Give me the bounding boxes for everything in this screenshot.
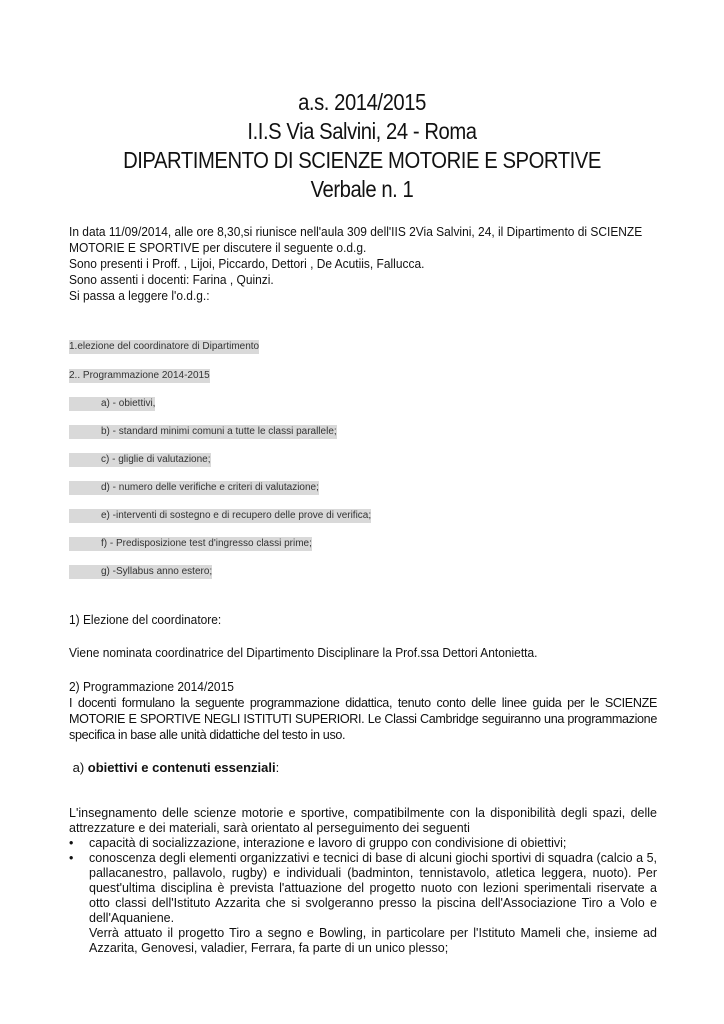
objectives-intro: L'insegnamento delle scienze motorie e sportive, compatibilmente con la disponibilità degli spazi, delle attrezzature e dei materiali, sarà orientato al perseguimento dei seguenti (69, 806, 657, 835)
objective-bullet-2 (69, 851, 657, 956)
section-1-heading (69, 612, 657, 628)
agenda-sub-b-text: b) - standard minimi comuni a tutte le classi parallele; (101, 426, 337, 437)
document-header (0, 88, 724, 204)
objective-bullet-1 (69, 836, 657, 851)
objectives-subheading (69, 760, 657, 776)
bullet-dot-icon: • (69, 851, 74, 865)
agenda-sub-g (69, 565, 212, 579)
agenda-sub-d-text: d) - numero delle verifiche e criteri di valutazione; (101, 482, 319, 493)
objective-bullet-2-continuation: Verrà attuato il progetto Tiro a segno e Bowling, in particolare per l'Istituto Mameli che, insieme ad Azzarita, Genovesi, valadier, Ferrara, fa parte di un unico plesso; (89, 926, 657, 955)
section-2-heading-text: 2) Programmazione 2014/2015 (69, 679, 234, 694)
section-2-heading (69, 679, 657, 695)
intro-line-2: MOTORIE E SPORTIVE per discutere il seguente o.d.g. (69, 240, 367, 255)
school-year: a.s. 2014/2015 (298, 89, 426, 115)
section-1-body: Viene nominata coordinatrice del Dipartimento Disciplinare la Prof.ssa Dettori Antonietta. (69, 645, 538, 660)
agenda-item-2 (69, 369, 210, 383)
bullet-dot-icon: • (69, 836, 74, 850)
agenda-sub-c-text: c) - gliglie di valutazione; (101, 454, 211, 465)
agenda-sub-e (69, 509, 371, 523)
agenda-item-2-text: 2.. Programmazione 2014-2015 (69, 370, 210, 381)
objective-bullet-2-text: conoscenza degli elementi organizzativi e tecnici di base di alcuni giochi sportivi di squadra (calcio a 5, pallacanestro, pallavolo, rugby) e individuali (badminton, tennistavolo, atletica leggera, nuoto). Per quest'ultima disciplina è prevista l'attuazione del progetto nuoto con lezioni sperimentali riservate a otto classi dell'Istituto Azzarita che si svolgeranno presso la piscina dell'Associazione Tiro a Volo e dell'Aquaniene. (89, 851, 657, 925)
agenda-sub-e-text: e) -interventi di sostegno e di recupero delle prove di verifica; (101, 510, 372, 521)
agenda-sub-f-text: f) - Predisposizione test d'ingresso classi prime; (101, 538, 312, 549)
agenda-item-1 (69, 340, 259, 354)
agenda-sub-a (69, 397, 155, 411)
section-1-heading-text: 1) Elezione del coordinatore: (69, 612, 222, 627)
agenda-intro: Si passa a leggere l'o.d.g.: (69, 288, 210, 303)
agenda-sub-c (69, 453, 211, 467)
absent-teachers: Sono assenti i docenti: Farina , Quinzi. (69, 272, 274, 287)
objectives-block (69, 806, 657, 956)
present-teachers: Sono presenti i Proff. , Lijoi, Piccardo, Dettori , De Acutiis, Fallucca. (69, 256, 425, 271)
sub-a-prefix: a) (69, 760, 88, 775)
sub-a-bold-title: obiettivi e contenuti essenziali (87, 760, 276, 775)
agenda-sub-d (69, 481, 319, 495)
agenda-item-1-text: 1.elezione del coordinatore di Dipartimento (69, 341, 260, 352)
intro-paragraph (69, 224, 657, 304)
minutes-number: Verbale n. 1 (310, 176, 414, 202)
agenda-sub-f (69, 537, 312, 551)
intro-line-1: In data 11/09/2014, alle ore 8,30,si riunisce nell'aula 309 dell'IIS 2Via Salvini, 24, il Dipartimento di SCIENZE (69, 224, 643, 239)
sub-a-suffix: : (275, 760, 280, 775)
section-2-body: I docenti formulano la seguente programmazione didattica, tenuto conto delle linee guida per le SCIENZE MOTORIE E SPORTIVE NEGLI ISTITUTI SUPERIORI. Le Classi Cambridge seguiranno una programmazione specifica in base alle unità didattiche del testo in uso. (69, 696, 657, 742)
section-2-text (69, 695, 657, 743)
agenda-sub-b (69, 425, 337, 439)
department-title: DIPARTIMENTO DI SCIENZE MOTORIE E SPORTIVE (123, 147, 601, 173)
agenda-sub-g-text: g) -Syllabus anno estero; (101, 566, 213, 577)
objective-bullet-1-text: capacità di socializzazione, interazione e lavoro di gruppo con condivisione di obiettivi; (89, 836, 567, 850)
section-1-text (69, 645, 657, 661)
agenda-sub-a-text: a) - obiettivi, (101, 398, 156, 409)
school-address: I.I.S Via Salvini, 24 - Roma (247, 118, 477, 144)
